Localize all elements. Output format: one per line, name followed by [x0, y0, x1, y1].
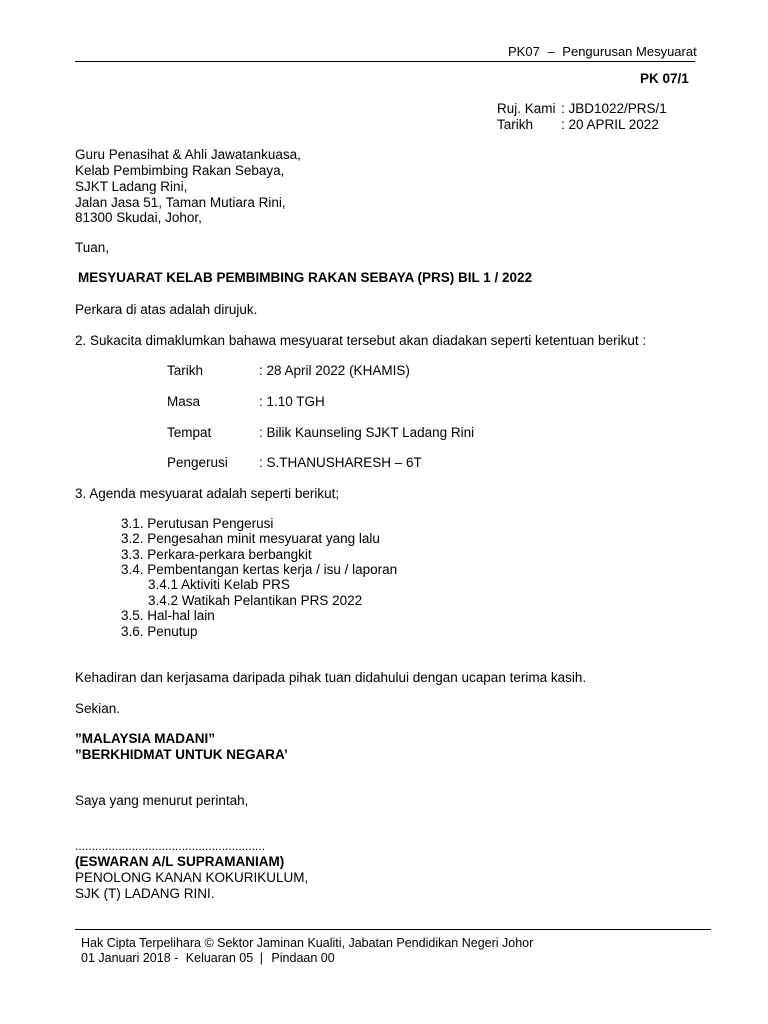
recipient-line: 81300 Skudai, Johor, [75, 210, 202, 225]
header-doc-line [508, 44, 697, 60]
agenda-item: 3.4. Pembentangan kertas kerja / isu / laporan [121, 562, 398, 577]
detail-label: Tarikh [167, 363, 204, 378]
detail-value: : Bilik Kaunseling SJKT Ladang Rini [259, 425, 475, 440]
header-rule [75, 61, 695, 62]
footer-date: 01 Januari 2018 - [81, 951, 179, 965]
intro-text: Perkara di atas adalah dirujuk. [75, 302, 258, 317]
ruj-label: Ruj. Kami [497, 101, 556, 116]
form-number: PK 07/1 [640, 71, 689, 86]
signatory-school: SJK (T) LADANG RINI. [75, 886, 215, 901]
closing-text: Kehadiran dan kerjasama daripada pihak tuan didahului dengan ucapan terima kasih. [75, 670, 587, 685]
agenda-item: 3.2. Pengesahan minit mesyuarat yang lalu [121, 531, 380, 546]
signatory-name: (ESWARAN A/L SUPRAMANIAM) [75, 854, 285, 869]
detail-value: : 28 April 2022 (KHAMIS) [259, 363, 410, 378]
paragraph-3: 3. Agenda mesyuarat adalah seperti berikut; [75, 486, 340, 501]
footer-keluaran: Keluaran 05 [185, 951, 254, 965]
recipient-line: Guru Penasihat & Ahli Jawatankuasa, [75, 147, 301, 162]
salutation: Tuan, [75, 240, 110, 255]
agenda-subitem: 3.4.2 Watikah Pelantikan PRS 2022 [148, 593, 363, 608]
agenda-item: 3.3. Perkara-perkara berbangkit [121, 547, 312, 562]
signatory-title: PENOLONG KANAN KOKURIKULUM, [75, 870, 309, 885]
doc-title: Pengurusan Mesyuarat [562, 44, 697, 59]
paragraph-2: 2. Sukacita dimaklumkan bahawa mesyuarat tersebut akan diadakan seperti ketentuan berikut : [75, 333, 647, 348]
footer-rule [75, 929, 711, 930]
detail-label: Tempat [167, 425, 212, 440]
perintah-text: Saya yang menurut perintah, [75, 793, 249, 808]
footer-copyright: Hak Cipta Terpelihara © Sektor Jaminan Kualiti, Jabatan Pendidikan Negeri Johor [81, 936, 534, 950]
detail-value: : S.THANUSHARESH – 6T [259, 455, 422, 470]
recipient-line: Jalan Jasa 51, Taman Mutiara Rini, [75, 195, 286, 210]
tarikh-label: Tarikh [497, 117, 534, 132]
recipient-line: SJKT Ladang Rini, [75, 179, 188, 194]
header-separator: – [547, 44, 555, 59]
recipient-line: Kelab Pembimbing Rakan Sebaya, [75, 163, 285, 178]
sekian-text: Sekian. [75, 701, 121, 716]
subject-line: MESYUARAT KELAB PEMBIMBING RAKAN SEBAYA (PRS) BIL 1 / 2022 [78, 270, 533, 285]
detail-label: Masa [167, 394, 201, 409]
detail-label: Pengerusi [167, 455, 228, 470]
tarikh-value: : 20 APRIL 2022 [561, 117, 659, 132]
motto-line: ”MALAYSIA MADANI” [75, 731, 216, 746]
agenda-item: 3.6. Penutup [121, 624, 198, 639]
ruj-value: : JBD1022/PRS/1 [561, 101, 667, 116]
agenda-item: 3.1. Perutusan Pengerusi [121, 516, 274, 531]
doc-code: PK07 [508, 44, 540, 59]
detail-value: : 1.10 TGH [259, 394, 325, 409]
motto-line: ”BERKHIDMAT UNTUK NEGARA’ [75, 747, 288, 762]
agenda-subitem: 3.4.1 Aktiviti Kelab PRS [148, 577, 290, 592]
signature-line: ......................................................... [75, 839, 266, 853]
agenda-item: 3.5. Hal-hal lain [121, 608, 215, 623]
footer-pindaan: Pindaan 00 [271, 951, 335, 965]
footer-version [81, 950, 335, 966]
footer-bar: | [259, 951, 263, 965]
